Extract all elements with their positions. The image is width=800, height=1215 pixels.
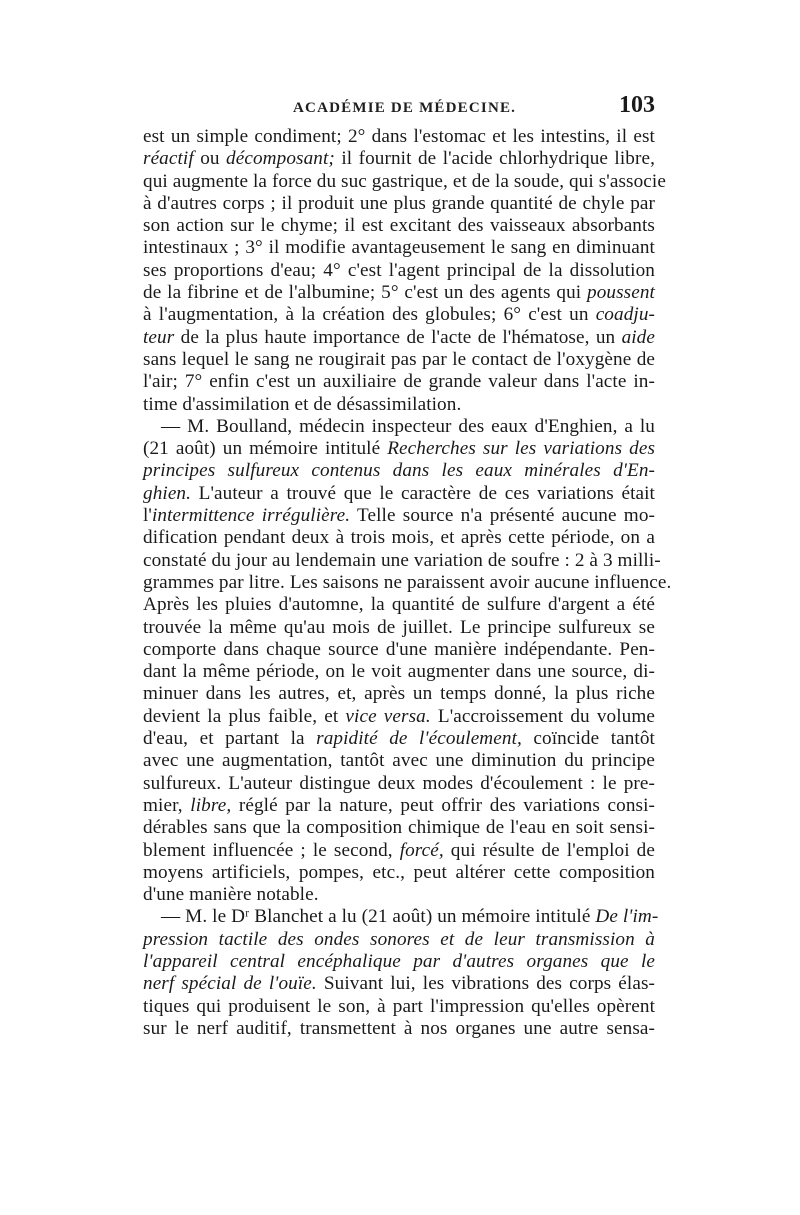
italic-text: réactif bbox=[143, 148, 194, 170]
text-line: — M. Boulland, médecin inspecteur des eaux d'Enghien, a lu bbox=[161, 415, 655, 437]
text-line: dant la même période, on le voit augmenter dans une source, di- bbox=[143, 661, 655, 683]
text-line bbox=[143, 728, 655, 750]
text-line: qui augmente la force du suc gastrique, et de la soude, qui s'associe bbox=[143, 170, 666, 192]
italic-text: Recherches sur les variations des bbox=[387, 438, 656, 460]
text-line bbox=[143, 929, 655, 951]
body-text bbox=[143, 126, 672, 1040]
text-segment: Telle source n'a présenté aucune mo- bbox=[350, 505, 656, 527]
text-line: d'une manière notable. bbox=[143, 884, 319, 906]
text-line: l'air; 7° enfin c'est un auxiliaire de grande valeur dans l'acte in- bbox=[143, 371, 655, 393]
text-line: tiques qui produisent le son, à part l'impression qu'elles opèrent bbox=[143, 995, 655, 1017]
text-line: ses proportions d'eau; 4° c'est l'agent principal de la dissolution bbox=[143, 259, 655, 281]
text-line: dification pendant deux à trois mois, et après cette période, on a bbox=[143, 527, 655, 549]
italic-text: libre, bbox=[190, 794, 232, 816]
text-line bbox=[143, 148, 655, 170]
text-line: est un simple condiment; 2° dans l'estomac et les intestins, il est bbox=[143, 126, 655, 147]
text-line bbox=[143, 973, 655, 995]
italic-text: pression tactile des ondes sonores et de leur transmission à bbox=[143, 928, 655, 950]
italic-text: décomposant; bbox=[226, 148, 335, 170]
text-line bbox=[143, 282, 655, 304]
text-line bbox=[143, 483, 655, 505]
text-line: sans lequel le sang ne rougirait pas par le contact de l'oxygène de bbox=[143, 348, 655, 370]
text-line: comporte dans chaque source d'une manière indépendante. Pen- bbox=[143, 638, 655, 660]
italic-text: intermittence irrégulière. bbox=[152, 505, 351, 527]
text-segment: mier, bbox=[143, 794, 191, 816]
italic-text: ghien. bbox=[143, 482, 192, 504]
text-segment: à l'augmentation, à la création des globules; 6° c'est un bbox=[143, 304, 596, 326]
text-line: minuer dans les autres, et, après un temps donné, la plus riche bbox=[143, 683, 655, 705]
text-segment: — M. le Dʳ Blanchet a lu (21 août) un mémoire intitulé bbox=[161, 906, 596, 928]
italic-text: principes sulfureux contenus dans les eaux minérales d'En- bbox=[143, 460, 655, 482]
text-segment: (21 août) un mémoire intitulé bbox=[143, 438, 388, 460]
page-number: 103 bbox=[619, 92, 655, 118]
text-segment: blement influencée ; le second, bbox=[143, 839, 400, 861]
text-segment: de la plus haute importance de l'acte de l'hématose, un bbox=[174, 326, 622, 348]
text-line bbox=[143, 304, 655, 326]
text-segment: l' bbox=[143, 505, 152, 527]
text-segment: de la fibrine et de l'albumine; 5° c'est un des agents qui bbox=[143, 282, 588, 304]
italic-text: nerf spécial de l'ouïe. bbox=[143, 973, 317, 995]
running-head bbox=[143, 90, 655, 130]
text-line: trouvée la même qu'au mois de juillet. Le principe sulfureux se bbox=[143, 616, 655, 638]
text-line bbox=[143, 438, 655, 460]
text-segment: coïncide tantôt bbox=[521, 728, 655, 750]
text-segment: L'auteur a trouvé que le caractère de ces variations était bbox=[191, 482, 655, 504]
italic-text: coadju- bbox=[595, 304, 655, 326]
text-line: constaté du jour au lendemain une variation de soufre : 2 à 3 milli- bbox=[143, 549, 661, 571]
text-segment: ou bbox=[193, 148, 227, 170]
text-line: avec une augmentation, tantôt avec une diminution du principe bbox=[143, 750, 655, 772]
italic-text: vice versa. bbox=[345, 705, 431, 727]
text-line: grammes par litre. Les saisons ne paraissent avoir aucune influence. bbox=[143, 571, 672, 593]
running-title: ACADÉMIE DE MÉDECINE. bbox=[293, 100, 517, 116]
text-line bbox=[143, 706, 655, 728]
text-segment: il fournit de l'acide chlorhydrique libre, bbox=[334, 148, 655, 170]
text-line bbox=[143, 327, 655, 349]
italic-text: poussent bbox=[587, 282, 655, 304]
text-segment: devient la plus faible, et bbox=[143, 705, 346, 727]
text-line: Après les pluies d'automne, la quantité de sulfure d'argent a été bbox=[143, 594, 655, 616]
text-segment: qui résulte de l'emploi de bbox=[443, 839, 655, 861]
text-line: son action sur le chyme; il est excitant des vaisseaux absorbants bbox=[143, 215, 655, 237]
text-line bbox=[143, 840, 655, 862]
text-line: sulfureux. L'auteur distingue deux modes d'écoulement : le pre- bbox=[143, 772, 655, 794]
italic-text: l'appareil central encéphalique par d'autres organes que le bbox=[143, 950, 655, 972]
text-line: time d'assimilation et de désassimilation. bbox=[143, 393, 462, 415]
text-segment: L'accroissement du volume bbox=[430, 705, 655, 727]
text-line bbox=[143, 795, 655, 817]
text-line: moyens artificiels, pompes, etc., peut altérer cette composition bbox=[143, 861, 655, 883]
text-line bbox=[143, 906, 659, 928]
text-segment: réglé par la nature, peut offrir des variations consi- bbox=[231, 794, 655, 816]
text-line: dérables sans que la composition chimique de l'eau en soit sensi- bbox=[143, 817, 655, 839]
italic-text: rapidité de l'écoulement, bbox=[316, 728, 522, 750]
italic-text: forcé, bbox=[399, 839, 444, 861]
text-segment: Suivant lui, les vibrations des corps élas- bbox=[316, 973, 656, 995]
text-line: à d'autres corps ; il produit une plus grande quantité de chyle par bbox=[143, 192, 655, 214]
italic-text: teur bbox=[143, 326, 175, 348]
italic-text: De l'im- bbox=[595, 906, 659, 928]
text-line: intestinaux ; 3° il modifie avantageusement le sang en diminuant bbox=[143, 237, 655, 259]
text-segment: d'eau, et partant la bbox=[143, 728, 317, 750]
text-line bbox=[143, 460, 655, 482]
text-line: sur le nerf auditif, transmettent à nos organes une autre sensa- bbox=[143, 1017, 655, 1039]
text-line bbox=[143, 505, 655, 527]
italic-text: aide bbox=[621, 326, 655, 348]
text-line bbox=[143, 951, 655, 973]
